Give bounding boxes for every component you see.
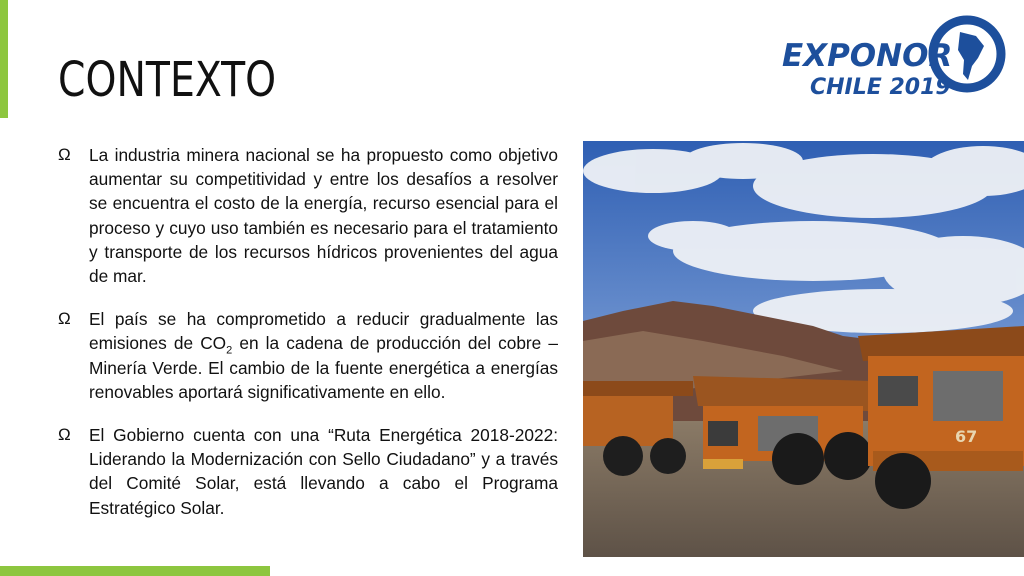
bullet-omega-icon: Ω	[58, 145, 71, 164]
continent-icon	[958, 32, 984, 80]
bullet-item	[58, 423, 558, 520]
bullet-text: El país se ha comprometido a reducir gradualmente las emisiones de $CO_2$ en la cadena de producción del cobre – Minería Verde. El cambio de la fuente energética a energías renovables aportará significativamente en ello.	[89, 309, 558, 402]
bullet-list	[58, 143, 558, 539]
truck-middle	[693, 376, 873, 485]
mining-photo-illustration	[583, 141, 1024, 557]
bullet-item	[58, 307, 558, 404]
logo-line1: EXPONOR	[782, 38, 953, 74]
exponor-logo	[780, 14, 1008, 98]
bullet-text: El Gobierno cuenta con una “Ruta Energética 2018-2022: Liderando la Modernización con Sello Ciudadano” y a través del Comité Solar, está llevando a cabo el Programa Estratégico Solar.	[89, 425, 558, 518]
bullet-item	[58, 143, 558, 288]
logo-line2: CHILE 2019	[810, 75, 951, 98]
bullet-omega-icon: Ω	[58, 309, 71, 329]
bullet-text: La industria minera nacional se ha propuesto como objetivo aumentar su competitividad y entre los desafíos a resolver se encuentra el costo de la energía, recurso esencial para el proceso y cuyo uso también es necesario para el tratamiento y transporte de los recursos hídricos provenientes del agua de mar.	[89, 145, 558, 287]
bullet-omega-icon: Ω	[58, 425, 71, 445]
truck-number: 67	[955, 427, 978, 446]
slide-title: CONTEXTO	[58, 52, 277, 108]
accent-bar-bottom	[0, 566, 270, 576]
mining-trucks-photo	[583, 141, 1024, 557]
exponor-logo-graphic	[780, 14, 1008, 98]
accent-bar-left	[0, 0, 8, 118]
